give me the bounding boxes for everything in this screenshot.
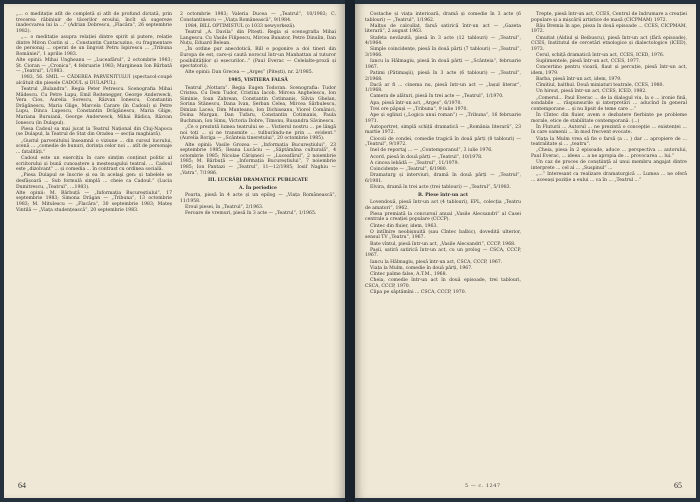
right-page <box>355 4 696 498</box>
left-page <box>4 4 345 498</box>
printer-signature: 5 — c. 1247 <box>465 483 501 489</box>
section-heading: III. LUCRĂRI DRAMATICE PUBLICATE <box>208 178 308 184</box>
paragraph: Ape și oglinzi („Logica unui roman“) — „Tribuna“, 16 februarie 1971. <box>365 113 521 124</box>
paragraph: Viața la Mulm vrea să fie o farsă (a ... ) dar ... apropiere de ... teatralitate și ... „teatru“. <box>531 136 687 148</box>
paragraph: Simple coincidențe, piesă în două părți (7 tablouri) — „Teatrul“, 3/1966. <box>365 47 521 58</box>
paragraph: Feroare de vremuri, piesă în 3 acte — „Teatrul“, 1/1965. <box>185 211 317 217</box>
paragraph: În Cîntec din fluier, avem o dezbatere fierbinte pe probleme morale, etice de stabilitate contemporană. (...) <box>531 113 687 124</box>
quote: „Ce o prezintă lumea teatrului se ... Vistierul nostru ... pe lângă noi toți ... și ne transmite ... tulburându-ne prin ... evident.“ (Aurelia Boriga — „Scânteia tineretului“, 20 octombrie 1985). <box>180 125 336 142</box>
paragraph: Cadoul este un exercițiu în care simțim conținut politic al scriitorului și bună cunoaștere a meșteșugului teatral. ... Cadoul este „dizolvant“ ... și comedia ... în contrast cu ordinea socială. <box>16 156 172 173</box>
paragraph: Suplimentele, piesă într-un act, CCES, 1977. <box>536 59 641 65</box>
paragraph: Malțus de calcullat, farsă satirică într-un act — „Gazeta literară“, 2 august 1963. <box>365 23 521 35</box>
paragraph: Lovendouă, piesă într-un act (4 tablouri), EPL, colecția „Teatru de amatori“, 1962. <box>365 200 521 211</box>
paragraph: Piesa premiată la concursul anual „Vasile Alecsandri“ al Casei centrale a creației populare (CCCP). <box>365 211 521 223</box>
right-column-1 <box>365 12 521 296</box>
section-entry: 1983, 56. SMIL — CĂDEREA PARVENITULUI (spectacol-coupé alcătuit din piesele CADOUL și DULAPUL). <box>16 75 172 86</box>
paragraph: Camera de alături, piesă în trei acte — „Teatrul“, 1/1970. <box>370 94 504 100</box>
paragraph: Cîmitiul, balthul. Două miniaturi teatrale, CCES, 1980. <box>536 83 664 89</box>
paragraph: Cerul, schiță dramatică într-un act, CCES, ICED, 1976. <box>536 52 665 58</box>
paragraph: Barba, piesă într-un act, idem, 1979. <box>536 77 622 83</box>
section-heading: B. Piese într-un act <box>417 192 469 198</box>
paragraph: Trei ore păpuși — „Tribuna“, 9 iulie 1970. <box>370 106 468 112</box>
paragraph: În Fluturii ... Autorul ... ne prezintă o concepție ... existenței ... în care oamenii ... în mod frecvent evocate. <box>531 124 687 136</box>
paragraph: Autoportret, simplă schiță dramatică — „România literară“, 23 martie 1972. <box>365 124 521 136</box>
paragraph: Poarta, piesă în 4 acte și un epilog — „Viața Românească“, 11/1958. <box>180 193 336 204</box>
paragraph: O intîlnire neobișnuită (sau Cîntec balbic), dovedită ulterior, sensul TV „Teatru“, 1967. <box>365 229 521 241</box>
paragraph: Piesa Cadoul sa mai jucat la Teatrul Național din Cluj-Napoca (se Dulapul, la Teatrul de Stat din Oradea — secția maghiară). <box>16 126 172 138</box>
paragraph: Dacă ar fi ... cinema nu, piesă într-un act — „Iașul literar“, 1/1968. <box>365 82 521 94</box>
paragraph: A cincea lebădă — „Teatrul“, 11/1979. <box>370 160 459 166</box>
quote: „În ordine pur anecdotică, Bill e pogonire a doi tineri din Europa de est, care-și caută norocul într-un Manhattan al tuturor posibilităților și eșecurilor...“ (Paul Everac — Celelalte-proză și spectatorii). <box>180 47 336 70</box>
paragraph: Concertino pentru vioară, flaut și percuție, piesă într-un act, idem, 1979. <box>531 65 687 76</box>
left-column-2 <box>180 12 336 218</box>
paragraph: Un hirsut, piesă într-un act, CCES, ICED, 1982. <box>536 89 647 95</box>
paragraph: Pașii, satiră satirică într-un act, cu un prolog — CSCA, CCCP, 1967. <box>365 247 521 259</box>
paragraph: Viața la Mulm, comedie în două părți, 1967. <box>370 265 473 271</box>
paragraph: Coincidențe — „Teatrul“, 6/1980. <box>370 166 448 172</box>
paragraph: „... o meditație asupra relației dintre spirit și putere, relație dintre Miron Costin și ... Constantin Cantacuzino, cu fragmentare de personaj ... operat de un lingvist Petru Ispirescu ... „Tribuna României“, 1 aprilie 1983. <box>16 34 172 57</box>
paragraph: Un caz de proces de conștiință al unui membru angajat dintre interprete ... cel al ... „Suspinul“ ... <box>531 160 687 171</box>
book-gutter <box>345 0 355 502</box>
paragraph: Trepte, piesă într-un act, CCES, Centrul de îndrumare a creației populare și a mișcării artistice de masă (CICPMAM) 1972. <box>531 12 687 23</box>
paragraph: Acord, piesă în două părți — „Teatrul“, 10/1978. <box>370 154 483 160</box>
left-column-1 <box>16 12 172 214</box>
paragraph: Elvira, dramă în trei acte (trei tablouri) — „Teatrul“, 5/1983. <box>370 184 511 190</box>
paragraph: Alte opinii: Vasile Grozea — „Informația Bucureștiului“, 23 septembrie 1985; Ileana Lucăciu — „Săptămâna culturală“, 4 octombrie 1985; Nicolae Cărișneci — „Luceafărul“, 2 noiembrie 1985; M. Bărbuță — „Informația Bucureștiului“, 7 noiembrie 1985; Ion Pantazi — „Teatrul“, 11—12/1985; Iosif Naghiu — „Vatra“, 7/1986. <box>180 142 336 176</box>
paragraph: Costache și viața interioară, dramă și comedie în 3 acte (6 tablouri) — „Teatrul“, 1/1962. <box>365 12 521 23</box>
paragraph: Alte opinii: Mihai Ungheanu — „Luceafărul“, 2 octombrie 1983; Șt. Cioran — „Cronica“, 4 februarie 1983; Marginean Ion Bărbată — „Teatrul“, 1/1983. <box>16 57 172 75</box>
paragraph: Inel de reportaj ... — „Contemporanul“, 3 iulie 1976. <box>370 148 493 154</box>
paragraph: 2 octombrie 1983; Valeria Ducea — „Teatrul“, 10/1983; C. Constantinescu — „Viața Românească“, 9/1984. <box>180 12 336 23</box>
paragraph: Dramaturg și interviuri, dramă în două părți — „Teatrul“, 6/1981. <box>365 173 521 184</box>
paragraph: Bate vîntul, piesă într-un act, „Vasile Alecsandri“, CCCP, 1968. <box>370 241 516 247</box>
paragraph: Eroul piesei, în „Teatrul“, 2/1963. <box>185 205 264 211</box>
quote: „Cheia, piesa în 2 episoade, aduce ... perspectiva ... autorului, Paul Everac, ... ideea ... a ne apropia de ... provocarea ... lui.“ <box>531 148 687 159</box>
paragraph: Clipa pe săptămîni ... CSCA, CCCP, 1970. <box>370 289 467 295</box>
paragraph: Teatrul „Bulandra“. Regia Peter Petrescu. Scenografia Mihai Mădescu. Cu Petre Lupu, Emil Reitenegger, George Anderweck, Vera Cios, Aurelia Sorescu, Răzvan Ionescu, Constantin Drăgănescu, Maria Glige, Marcela Carare (în Cadoul) și Petre Lupu, Dinca Lupescu, Constantin Drăgănescu, Maria Glige, Mariana Buruiană, George Anderweck, Mihai Bădica, Răzvan Ionescu (în Dulapul). <box>16 87 172 126</box>
page-number: 65 <box>674 481 682 490</box>
paragraph: Alte opinii: Dan Grecea — „Argeș“ (Pitești), nr. 2/1985. <box>185 70 314 76</box>
paragraph: „... o meditație atît de completă și atît de profund dictată, prin trecerea răbiniuir de tăcerilor eroului, încît să sugereze inadecvarea lui la ...“ (Adrian Dobrescu, „Flacăra“, 26 septembrie 1982). <box>16 12 172 34</box>
quote: „Piesa Dulapul se înscrie și ea în acelaşi gen: și tabelele se desfășoară ... Sub formulă simplă ... cheie ca Cadoul.“ (Lucia Dumitrescu, „Teatrul“, ...1983). <box>16 173 172 190</box>
subsection-heading: A. În periodice <box>239 185 277 191</box>
paragraph: Cîntec palme false, A.T.M., 1968. <box>370 271 447 277</box>
paragraph: Iancu la Hălmagiu, piesă în două părți — „Scânteia“, februarie 1967. <box>365 59 521 70</box>
right-column-2 <box>531 12 687 184</box>
quote: „Gustul parvenitului înseamnă o viziune ... din cursul lucrului, scenă ... „comedie de bunuri, dorința celor noi ... atît de personaje ... fatalități.“ <box>16 138 172 155</box>
paragraph: Cmuitat (Aldiul și Beibuscu), piesă într-un act (fără episoade), CCES, Institutul de cercetări etnologice și dialectologice (ICED), 1973. <box>531 35 687 52</box>
section-entry: 1984, BILL OPTIMISTUL (o 1033 newyorkeză). <box>185 23 296 29</box>
paragraph: Teatrul „Nottara“. Regia Eugen Todoran. Scenografia: Tudor Cristea. Cu Dem Tudor, Cristina Iacob, Mircea Anghelescu, Ion Siminie, Ioan Zahrean, Constantin Cotimanis, Silvia Ghelan, Sorina Stănescu, Dana Ivan, Șerban Celea, Mircea Sărbulescu, Dimian Lacea, Dim Munteanu, Ion Dichiseanu, Viorel Comănici, Doina Margan, Dan Tufaru, Constantin Cotimanis, Paula Buchman, Ion Simu, Victoria Dobre, Timonu, Rusandra Săvinescu. <box>180 85 336 125</box>
paragraph: Apa, piesă într-un act, „Argeș“, 6/1970. <box>370 100 462 106</box>
paragraph: Alte opinii: M. Bărbuță — „Informația Bucureștiului“, 17 septembrie 1983; Simona Drăgan — „Tribuna“, 13 octombrie 1983; M. Mitulescu — „Flacăra“, 30 septembrie 1983; Mateș Vintilă — „Viața studențească“, 20 septembrie 1983. <box>16 190 172 213</box>
section-heading: 1985, VISTIERA FALSĂ <box>228 77 288 83</box>
paragraph: Teatrul „A. Davila“ din Pitești. Regia și scenografia Mihai Langescu. Cu Vasile Filipescu, Mircea Bunator, Petre Dinulin, Dan Nuțu, Eduard Belean. <box>180 29 336 47</box>
paragraph: Rău Bremia în ape, pieza în două episoade ... CCES, CICPMAM, 1972. <box>531 23 687 35</box>
paragraph: Cheia, comedie într-un act în două episoade, trei tablouri, CSCA, CCCP, 1970. <box>365 278 521 289</box>
paragraph: Cîntec din fluier, idem, 1963. <box>370 223 438 229</box>
paragraph: Stafeta nevăzută, piesă în 3 acte (12 tablouri) — „Teatrul“, 4/1964. <box>365 35 521 47</box>
paragraph: Patimi (Pătimaşii), piesă în 3 acte (6 tablouri) — „Teatrul“, 2/1968. <box>365 70 521 82</box>
paragraph: Ciocoii de condei, comedie tragică în două părți (8 tablouri) — „Teatrul“, 9/1972. <box>365 136 521 148</box>
paragraph: Iancu la Hălmagiu, piesă într-un act, CSCA, CCCP, 1967. <box>370 259 503 265</box>
page-number: 64 <box>18 481 26 490</box>
quote: „...“ Interesant ca realizare dramaturgică ... Lumea ... ne oferă ... aceeași poziție a eului ... ca în ... „Teatrul ...“ <box>531 171 687 183</box>
quote: „Comerul... Paul Everac ... de la dialogul viu, la o ... ironie fină, sondabile ... răspunsurile și interpretări ... aducînd în general contemporane ... și nu lipsit de teme care ...“ <box>531 95 687 112</box>
